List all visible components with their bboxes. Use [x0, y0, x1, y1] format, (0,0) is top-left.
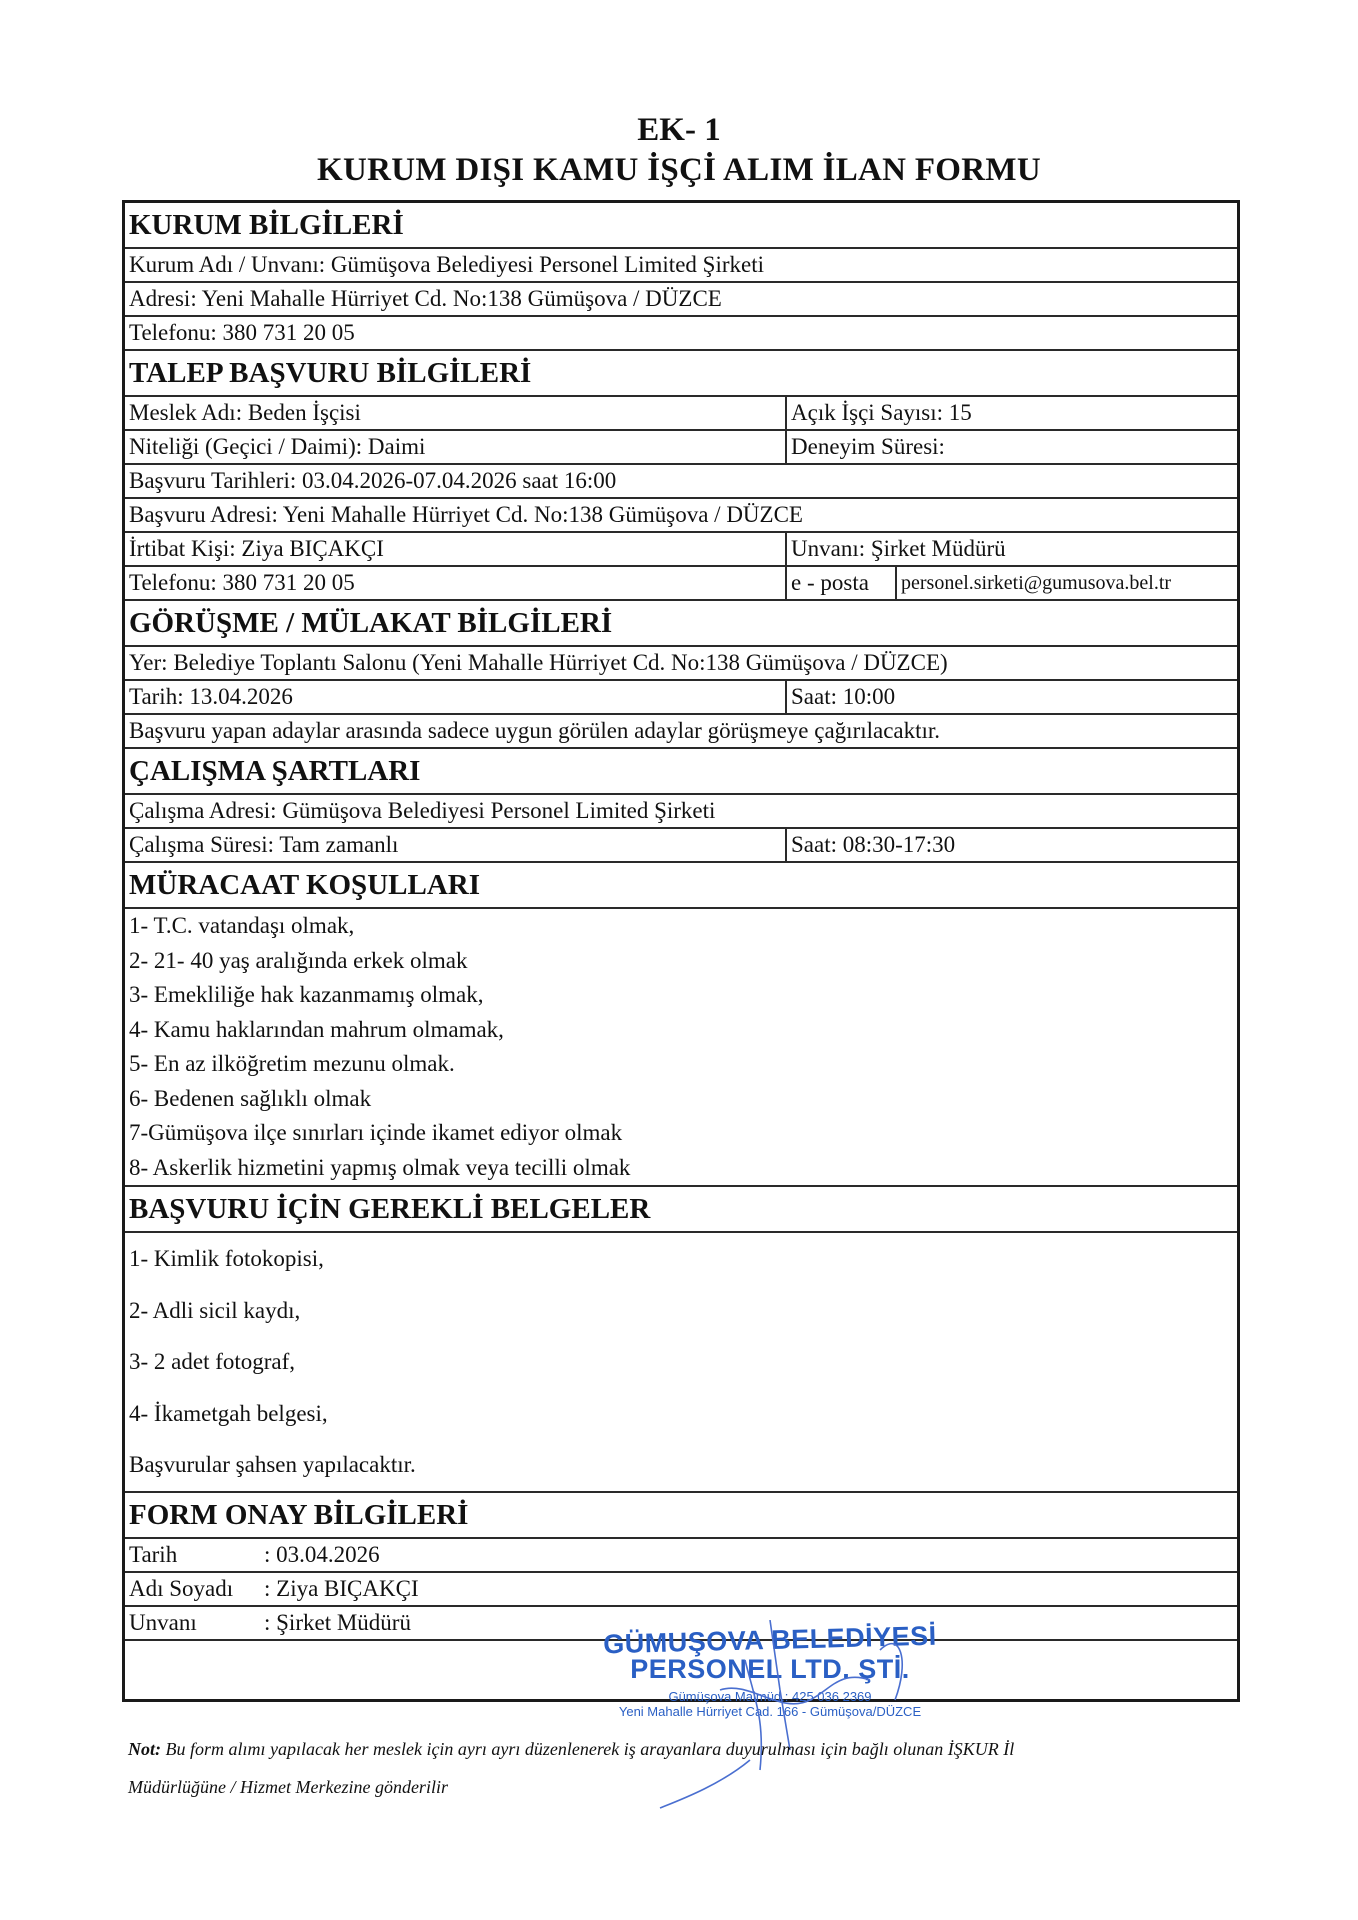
condition-item: 6- Bedenen sağlıklı olmak	[129, 1085, 372, 1111]
approval-date-label: Tarih	[129, 1541, 178, 1567]
note-label: Not:	[128, 1739, 161, 1759]
application-address: Başvuru Adresi: Yeni Mahalle Hürriyet Cd. No:138 Gümüşova / DÜZCE	[129, 502, 803, 527]
section-documents-header	[125, 1187, 1237, 1233]
condition-item: 5- En az ilköğretim mezunu olmak.	[129, 1051, 455, 1076]
stamp-line-4: Yeni Mahalle Hürriyet Cad. 166 - Gümüşova/DÜZCE	[618, 1704, 922, 1719]
section-heading: GÖRÜŞME / MÜLAKAT BİLGİLERİ	[129, 607, 613, 639]
experience: Deneyim Süresi:	[785, 431, 1237, 463]
job-posting-form	[122, 200, 1240, 1702]
work-address: Çalışma Adresi: Gümüşova Belediyesi Personel Limited Şirketi	[129, 798, 716, 823]
stamp-line-3: Gümüşova Malmüd.: 425 036 2369	[668, 1689, 872, 1704]
application-address-row	[125, 499, 1237, 533]
company-stamp	[600, 1620, 940, 1719]
institution-phone: Telefonu: 380 731 20 05	[129, 320, 355, 345]
work-duration: Çalışma Süresi: Tam zamanlı	[129, 832, 399, 857]
contact-person: İrtibat Kişi: Ziya BIÇAKÇI	[129, 536, 384, 561]
page-title: KURUM DIŞI KAMU İŞÇİ ALIM İLAN FORMU	[317, 152, 1041, 188]
approval-title-value: : Şirket Müdürü	[264, 1609, 411, 1635]
section-heading: TALEP BAŞVURU BİLGİLERİ	[129, 357, 532, 389]
work-hours: Saat: 08:30-17:30	[785, 829, 1237, 861]
condition-item: 7-Gümüşova ilçe sınırları içinde ikamet ediyor olmak	[129, 1120, 623, 1145]
approval-date-row	[125, 1539, 1237, 1573]
email-label: e - posta	[785, 567, 895, 599]
conditions-list	[125, 909, 1237, 1187]
footer-note	[128, 1730, 1248, 1806]
contact-row	[125, 533, 1237, 567]
interview-note-row	[125, 715, 1237, 749]
institution-phone-row	[125, 317, 1237, 351]
section-heading: ÇALIŞMA ŞARTLARI	[129, 755, 421, 787]
section-approval-header	[125, 1493, 1237, 1539]
interview-note: Başvuru yapan adaylar arasında sadece uygun görülen adaylar görüşmeye çağırılacaktır.	[129, 718, 941, 743]
condition-item: 8- Askerlik hizmetini yapmış olmak veya tecilli olmak	[129, 1154, 631, 1180]
profession-row	[125, 397, 1237, 431]
interview-datetime-row	[125, 681, 1237, 715]
interview-date: Tarih: 13.04.2026	[129, 684, 293, 709]
condition-item: 3- Emekliliğe hak kazanmamış olmak,	[129, 982, 484, 1007]
institution-address-row	[125, 283, 1237, 317]
approval-name-label: Adı Soyadı	[129, 1575, 234, 1601]
institution-name: Kurum Adı / Unvanı: Gümüşova Belediyesi Personel Limited Şirketi	[129, 252, 764, 277]
approval-title-label: Unvanı	[129, 1609, 197, 1635]
contact-phone: Telefonu: 380 731 20 05	[129, 570, 355, 595]
work-duration-row	[125, 829, 1237, 863]
stamp-line-2: PERSONEL LTD. ŞTİ.	[630, 1654, 910, 1684]
note-text: Bu form alımı yapılacak her meslek için ayrı ayrı düzenlenerek iş arayanlara duyurulması için bağlı olunan İŞKUR İl	[161, 1739, 1015, 1759]
document-item: 2- Adli sicil kaydı,	[129, 1297, 301, 1323]
institution-address: Adresi: Yeni Mahalle Hürriyet Cd. No:138 Gümüşova / DÜZCE	[129, 286, 722, 311]
open-positions: Açık İşçi Sayısı: 15	[785, 397, 1237, 429]
profession: Meslek Adı: Beden İşçisi	[129, 400, 361, 425]
application-dates: Başvuru Tarihleri: 03.04.2026-07.04.2026 saat 16:00	[129, 468, 617, 493]
condition-item: 4- Kamu haklarından mahrum olmamak,	[129, 1016, 504, 1042]
stamp-line-1: GÜMUŞOVA BELEDİYESİ	[602, 1620, 938, 1660]
note-text-2: Müdürlüğüne / Hizmet Merkezine gönderilir	[128, 1777, 448, 1797]
section-work-header	[125, 749, 1237, 795]
nature-row	[125, 431, 1237, 465]
section-heading: FORM ONAY BİLGİLERİ	[129, 1498, 469, 1531]
document-item: Başvurular şahsen yapılacaktır.	[129, 1452, 416, 1477]
interview-place-row	[125, 647, 1237, 681]
interview-time: Saat: 10:00	[785, 681, 1237, 713]
section-heading: MÜRACAAT KOŞULLARI	[129, 869, 480, 901]
document-item: 4- İkametgah belgesi,	[129, 1400, 328, 1426]
condition-item: 1- T.C. vatandaşı olmak,	[129, 913, 355, 938]
contact-title: Unvanı: Şirket Müdürü	[785, 533, 1237, 565]
approval-name-value: : Ziya BIÇAKÇI	[264, 1575, 419, 1601]
section-heading: KURUM BİLGİLERİ	[129, 209, 404, 241]
section-conditions-header	[125, 863, 1237, 909]
nature: Niteliği (Geçici / Daimi): Daimi	[129, 434, 426, 459]
section-heading: BAŞVURU İÇİN GEREKLİ BELGELER	[129, 1193, 651, 1225]
condition-item: 2- 21- 40 yaş aralığında erkek olmak	[129, 947, 468, 973]
annex-label: EK- 1	[637, 112, 721, 148]
document-item: 3- 2 adet fotograf,	[129, 1349, 296, 1374]
document-item: 1- Kimlik fotokopisi,	[129, 1246, 324, 1271]
section-institution-header	[125, 203, 1237, 249]
section-request-header	[125, 351, 1237, 397]
section-interview-header	[125, 601, 1237, 647]
dates-row	[125, 465, 1237, 499]
approval-name-row	[125, 1573, 1237, 1607]
interview-place: Yer: Belediye Toplantı Salonu (Yeni Mahalle Hürriyet Cd. No:138 Gümüşova / DÜZCE)	[129, 650, 948, 675]
approval-date-value: : 03.04.2026	[264, 1541, 380, 1567]
work-address-row	[125, 795, 1237, 829]
contact-phone-row	[125, 567, 1237, 601]
email-link[interactable]: personel.sirketi@gumusova.bel.tr	[895, 567, 1237, 599]
documents-list	[125, 1233, 1237, 1493]
institution-name-row	[125, 249, 1237, 283]
